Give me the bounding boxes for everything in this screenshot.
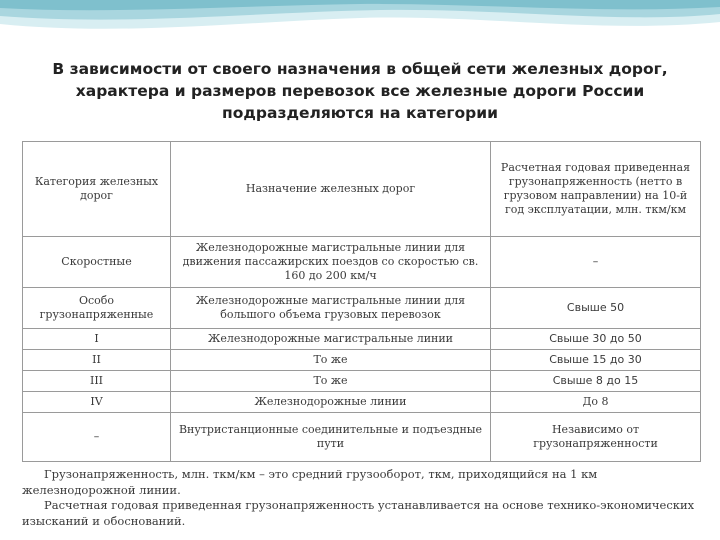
decorative-wave [0, 0, 720, 40]
table-row [23, 350, 701, 371]
title-line-3: подразделяются на категории [222, 104, 498, 122]
table-row [23, 392, 701, 413]
header-purpose: Назначение железных дорог [171, 142, 491, 237]
cell-load: Свыше 8 до 15 [491, 371, 701, 392]
cell-purpose: То же [171, 350, 491, 371]
cell-category: Особо грузонапряженные [23, 288, 171, 329]
slide-title [40, 58, 680, 124]
table-header-row [23, 142, 701, 237]
cell-purpose: Железнодорожные магистральные линии для движения пассажирских поездов со скоростью св. 160 до 200 км/ч [171, 237, 491, 288]
cell-purpose: Железнодорожные магистральные линии для большого объема грузовых перевозок [171, 288, 491, 329]
table-row [23, 413, 701, 462]
footer-paragraph-2: Расчетная годовая приведенная грузонапряженность устанавливается на основе технико-экономических изысканий и обоснований. [22, 498, 695, 528]
cell-purpose: Железнодорожные линии [171, 392, 491, 413]
cell-load: Свыше 15 до 30 [491, 350, 701, 371]
table-row [23, 288, 701, 329]
cell-purpose: Внутристанционные соединительные и подъездные пути [171, 413, 491, 462]
cell-category: I [23, 329, 171, 350]
cell-category: Скоростные [23, 237, 171, 288]
cell-load: Независимо от грузонапряженности [491, 413, 701, 462]
categories-table [22, 141, 701, 462]
footer-notes [22, 467, 702, 529]
table-row [23, 237, 701, 288]
footer-paragraph-1: Грузонапряженность, млн. ткм/км – это средний грузооборот, ткм, приходящийся на 1 км железнодорожной линии. [22, 467, 598, 497]
cell-purpose: То же [171, 371, 491, 392]
cell-load: До 8 [491, 392, 701, 413]
cell-load: Свыше 50 [491, 288, 701, 329]
cell-category: IV [23, 392, 171, 413]
cell-category: II [23, 350, 171, 371]
cell-purpose: Железнодорожные магистральные линии [171, 329, 491, 350]
cell-category: III [23, 371, 171, 392]
header-category: Категория железных дорог [23, 142, 171, 237]
title-line-2: характера и размеров перевозок все железные дороги России [75, 82, 645, 100]
table-row [23, 371, 701, 392]
cell-load: Свыше 30 до 50 [491, 329, 701, 350]
table-row [23, 329, 701, 350]
title-line-1: В зависимости от своего назначения в общей сети железных дорог, [52, 60, 668, 78]
header-load: Расчетная годовая приведенная грузонапряженность (нетто в грузовом направлении) на 10-й год эксплуатации, млн. ткм/км [491, 142, 701, 237]
cell-load: – [491, 237, 701, 288]
cell-category: – [23, 413, 171, 462]
